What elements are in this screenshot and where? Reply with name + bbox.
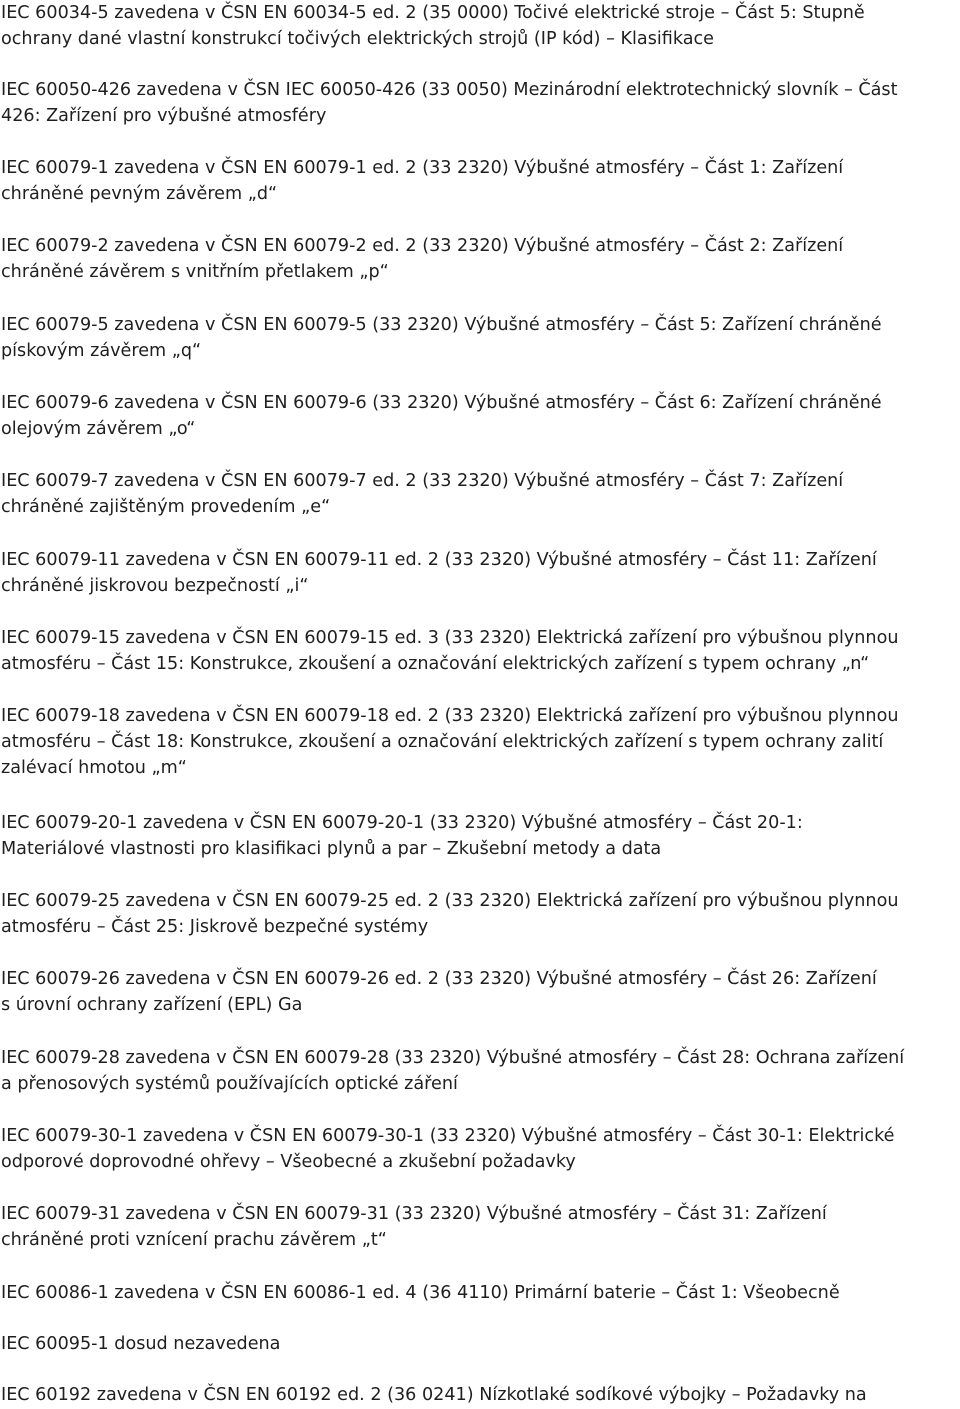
entry-line: chráněné zajištěným provedením „e“ (1, 497, 331, 517)
standard-entry (1, 1045, 904, 1097)
entry-line: chráněné proti vznícení prachu závěrem „t“ (1, 1230, 387, 1250)
standard-entry (1, 625, 898, 677)
entry-line: IEC 60079-6 zavedena v ČSN EN 60079-6 (33 2320) Výbušné atmosféry – Část 6: Zařízení chráněné (1, 393, 882, 413)
entry-line: a přenosových systémů používajících optické záření (1, 1074, 458, 1094)
entry-line: IEC 60079-15 zavedena v ČSN EN 60079-15 ed. 3 (33 2320) Elektrická zařízení pro výbušnou plynnou (1, 628, 899, 648)
entry-line: IEC 60079-11 zavedena v ČSN EN 60079-11 ed. 2 (33 2320) Výbušné atmosféry – Část 11: Zařízení (1, 550, 877, 570)
entry-line: IEC 60079-7 zavedena v ČSN EN 60079-7 ed. 2 (33 2320) Výbušné atmosféry – Část 7: Zařízení (1, 471, 844, 491)
standard-entry (1, 155, 843, 207)
entry-line: IEC 60079-26 zavedena v ČSN EN 60079-26 ed. 2 (33 2320) Výbušné atmosféry – Část 26: Zařízení (1, 969, 877, 989)
entry-line: IEC 60079-30-1 zavedena v ČSN EN 60079-30-1 (33 2320) Výbušné atmosféry – Část 30-1: Elektrické (1, 1126, 895, 1146)
standard-entry (1, 468, 843, 520)
entry-line: pískovým závěrem „q“ (1, 341, 202, 361)
entry-line: IEC 60086-1 zavedena v ČSN EN 60086-1 ed. 4 (36 4110) Primární baterie – Část 1: Všeobecně (1, 1283, 840, 1303)
standard-entry (1, 1201, 827, 1253)
standard-entry (1, 390, 882, 442)
standard-entry (1, 312, 882, 364)
standard-entry (1, 810, 803, 862)
standard-entry (1, 233, 843, 285)
entry-line: chráněné jiskrovou bezpečností „i“ (1, 576, 309, 596)
entry-line: IEC 60079-25 zavedena v ČSN EN 60079-25 ed. 2 (33 2320) Elektrická zařízení pro výbušnou plynnou (1, 891, 899, 911)
entry-line: atmosféru – Část 25: Jiskrově bezpečné systémy (1, 917, 429, 937)
standard-entry (1, 77, 898, 129)
entry-line: IEC 60079-1 zavedena v ČSN EN 60079-1 ed. 2 (33 2320) Výbušné atmosféry – Část 1: Zařízení (1, 158, 844, 178)
standard-entry (1, 703, 898, 781)
standard-entry (1, 547, 877, 599)
entry-line: olejovým závěrem „o“ (1, 419, 196, 439)
standard-entry (1, 888, 898, 940)
entry-line: ochrany dané vlastní konstrukcí točivých elektrických strojů (IP kód) – Klasifikace (1, 29, 714, 49)
entry-line: IEC 60079-31 zavedena v ČSN EN 60079-31 (33 2320) Výbušné atmosféry – Část 31: Zařízení (1, 1204, 827, 1224)
entry-line: IEC 60034-5 zavedena v ČSN EN 60034-5 ed. 2 (35 0000) Točivé elektrické stroje – Část 5: Stupně (1, 3, 865, 23)
entry-line: Materiálové vlastnosti pro klasifikaci plynů a par – Zkušební metody a data (1, 839, 662, 859)
entry-line: IEC 60079-5 zavedena v ČSN EN 60079-5 (33 2320) Výbušné atmosféry – Část 5: Zařízení chráněné (1, 315, 882, 335)
entry-line: IEC 60079-18 zavedena v ČSN EN 60079-18 ed. 2 (33 2320) Elektrická zařízení pro výbušnou plynnou (1, 706, 899, 726)
standard-entry (1, 1280, 840, 1306)
entry-line: s úrovní ochrany zařízení (EPL) Ga (1, 995, 303, 1015)
entry-line: atmosféru – Část 15: Konstrukce, zkoušení a označování elektrických zařízení s typem ochrany „n“ (1, 654, 870, 674)
entry-line: IEC 60079-28 zavedena v ČSN EN 60079-28 (33 2320) Výbušné atmosféry – Část 28: Ochrana zařízení (1, 1048, 905, 1068)
entry-line: atmosféru – Část 18: Konstrukce, zkoušení a označování elektrických zařízení s typem ochrany zalití (1, 732, 884, 752)
entry-line: IEC 60095-1 dosud nezavedena (1, 1334, 281, 1354)
standard-entry (1, 1123, 894, 1175)
standard-entry (1, 0, 865, 52)
entry-line: odporové doprovodné ohřevy – Všeobecné a zkušební požadavky (1, 1152, 576, 1172)
standard-entry (1, 1382, 867, 1408)
entry-line: IEC 60192 zavedena v ČSN EN 60192 ed. 2 (36 0241) Nízkotlaké sodíkové výbojky – Požadavky na (1, 1385, 867, 1405)
standard-entry (1, 966, 877, 1018)
entry-line: chráněné závěrem s vnitřním přetlakem „p“ (1, 262, 389, 282)
entry-line: IEC 60079-2 zavedena v ČSN EN 60079-2 ed. 2 (33 2320) Výbušné atmosféry – Část 2: Zařízení (1, 236, 844, 256)
standard-entry (1, 1331, 280, 1357)
entry-line: IEC 60050-426 zavedena v ČSN IEC 60050-426 (33 0050) Mezinárodní elektrotechnický slovník – Část (1, 80, 898, 100)
entry-line: 426: Zařízení pro výbušné atmosféry (1, 106, 327, 126)
entry-line: chráněné pevným závěrem „d“ (1, 184, 278, 204)
entry-line: zalévací hmotou „m“ (1, 758, 187, 778)
entry-line: IEC 60079-20-1 zavedena v ČSN EN 60079-20-1 (33 2320) Výbušné atmosféry – Část 20-1: (1, 813, 803, 833)
